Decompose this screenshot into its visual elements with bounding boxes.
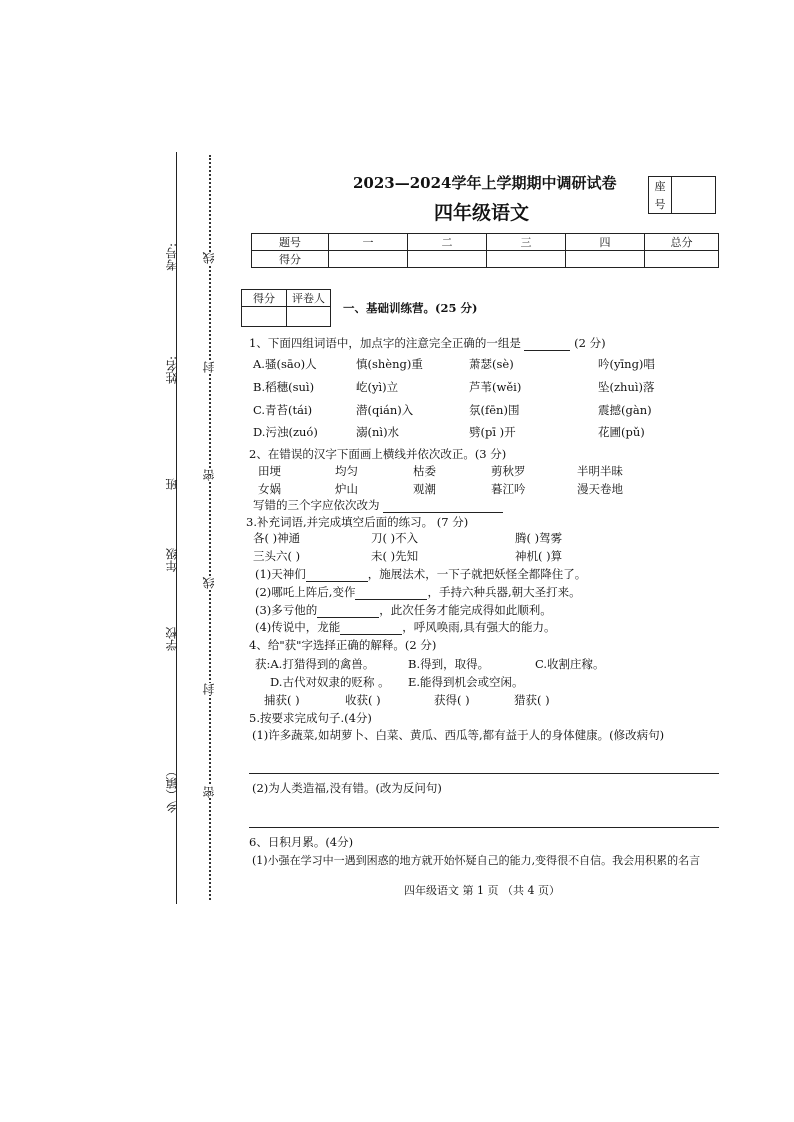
- seat-label-top: 座: [649, 177, 672, 196]
- q2-word-1: 田埂: [258, 464, 281, 478]
- q3-sentence-2: [255, 584, 581, 600]
- label-xingming: 姓名:: [165, 356, 179, 385]
- q4-opt-e: E.能得到机会或空闲。: [408, 675, 524, 689]
- score-cell-1[interactable]: [329, 251, 408, 268]
- q4-opt-a: 获:A.打猎得到的禽兽。: [255, 657, 375, 671]
- q3-s2-prefix: (2)哪吒上阵后,变作: [255, 585, 356, 599]
- seal-feng-2: 封: [202, 683, 216, 695]
- seat-number-box: [648, 176, 716, 214]
- score-cell-3[interactable]: [487, 251, 566, 268]
- grader-box-grader-label: 评卷人: [287, 290, 331, 307]
- q3-s1-prefix: (1)天神们: [255, 567, 306, 581]
- seal-xian-1: 线: [202, 252, 216, 264]
- seal-mi-2: 密: [202, 786, 216, 798]
- q1-stem-text: 1、下面四组词语中，加点字的注意完全正确的一组是: [249, 336, 521, 350]
- q2-word-6: 女娲: [258, 482, 281, 496]
- score-header-total: 总分: [645, 234, 719, 251]
- q1-stem: [249, 335, 606, 351]
- score-table-header-row: [252, 234, 719, 251]
- q1-c3: 氛(fēn)围: [469, 403, 520, 417]
- q6-stem: 6、日积月累。(4分): [249, 835, 354, 849]
- page-footer: 四年级语文 第 1 页 （共 4 页）: [404, 884, 560, 897]
- q2-word-8: 观潮: [413, 482, 436, 496]
- q6-sentence-1: (1)小强在学习中一遇到困惑的地方就开始怀疑自己的能力,变得很不自信。我会用积累的名言: [252, 854, 701, 867]
- q3-s2-suffix: ，手持六种兵器,朝大圣打来。: [427, 585, 581, 599]
- q3-s4-prefix: (4)传说中，龙能: [255, 620, 341, 634]
- section1-title: 一、基础训练营。(25 分): [343, 301, 478, 315]
- q2-word-3: 枯委: [413, 464, 436, 478]
- score-table: [251, 233, 719, 268]
- seat-number-cell[interactable]: [672, 177, 716, 214]
- score-header-2: 二: [408, 234, 487, 251]
- label-kaohao: 考号:: [165, 243, 179, 272]
- q4-stem: 4、给"获"字选择正确的解释。(2 分): [249, 638, 437, 652]
- subject-title: 四年级语文: [434, 202, 530, 224]
- q1-a3: 萧瑟(sè): [469, 357, 514, 371]
- q3-idiom-1: 各( )神通: [253, 531, 301, 545]
- q3-s3-prefix: (3)多亏他的: [255, 603, 318, 617]
- score-cell-2[interactable]: [408, 251, 487, 268]
- q1-a1: A.骚(sāo)人: [253, 357, 317, 371]
- score-header-4: 四: [566, 234, 645, 251]
- q3-s3-suffix: ，此次任务才能完成得如此顺利。: [379, 603, 552, 617]
- q1-c1: C.青苔(tái): [253, 403, 313, 417]
- score-row-label: 得分: [252, 251, 329, 268]
- label-nianji: 年级: [165, 548, 179, 572]
- label-xiang: 乡（镇）: [165, 765, 179, 813]
- q3-sentence-1: [255, 566, 586, 582]
- q3-sentence-3: [255, 602, 552, 618]
- q1-points: (2 分): [574, 336, 606, 350]
- q2-word-7: 炉山: [335, 482, 358, 496]
- q3-s2-blank[interactable]: [355, 587, 427, 600]
- label-xuexiao: 学校: [165, 627, 179, 651]
- score-cell-total[interactable]: [645, 251, 719, 268]
- q4-word-3: 获得( ): [434, 693, 470, 707]
- grader-box-score-label: 得分: [242, 290, 287, 307]
- score-header-1: 一: [329, 234, 408, 251]
- q2-answer-label: 写错的三个字应依次改为: [253, 498, 380, 512]
- q5-sentence-1: (1)许多蔬菜,如胡萝卜、白菜、黄瓜、西瓜等,都有益于人的身体健康。(修改病句): [252, 728, 665, 742]
- score-header-3: 三: [487, 234, 566, 251]
- q1-c4: 震撼(gàn): [598, 403, 652, 417]
- q3-idiom-2: 刀( )不入: [371, 531, 419, 545]
- q1-d4: 花圃(pǔ): [598, 425, 645, 439]
- q1-b4: 坠(zhuì)落: [598, 380, 655, 394]
- q3-stem: 3.补充词语,并完成填空后面的练习。 (7 分): [246, 515, 469, 529]
- q4-opt-b: B.得到，取得。: [408, 657, 490, 671]
- score-header-tihao: 题号: [252, 234, 329, 251]
- q3-s4-suffix: ，呼风唤雨,具有强大的能力。: [402, 620, 556, 634]
- q2-answer-blank[interactable]: [383, 500, 503, 513]
- grader-box-grader-cell[interactable]: [287, 307, 331, 327]
- score-cell-4[interactable]: [566, 251, 645, 268]
- q1-d3: 劈(pī )开: [469, 425, 516, 439]
- q3-idiom-5: 未( )先知: [371, 549, 419, 563]
- q1-a2: 慎(shèng)重: [356, 357, 423, 371]
- label-ban: 班: [165, 478, 179, 490]
- q2-answer: [253, 497, 503, 513]
- q1-b3: 芦苇(wěi): [469, 380, 522, 394]
- seal-feng-1: 封: [202, 361, 216, 373]
- q2-word-5: 半明半昧: [577, 464, 623, 478]
- score-table-score-row: [252, 251, 719, 268]
- q1-b1: B.稻穗(suì): [253, 380, 315, 394]
- q5-sentence-2: (2)为人类造福,没有错。(改为反问句): [252, 781, 442, 795]
- q3-idiom-4: 三头六( ): [253, 549, 301, 563]
- seal-xian-2: 线: [202, 577, 216, 589]
- exam-title: 2023—2024学年上学期期中调研试卷: [353, 174, 617, 192]
- q1-d2: 溺(nì)水: [356, 425, 400, 439]
- q4-word-1: 捕获( ): [264, 693, 300, 707]
- grader-box-score-cell[interactable]: [242, 307, 287, 327]
- q3-idiom-6: 神机( )算: [515, 549, 563, 563]
- q2-word-9: 暮江吟: [491, 482, 526, 496]
- section1-grader-box: [241, 289, 331, 327]
- q1-b2: 屹(yì)立: [356, 380, 399, 394]
- q3-sentence-4: [255, 619, 555, 635]
- q2-word-10: 漫天卷地: [577, 482, 623, 496]
- q1-answer-blank[interactable]: [524, 338, 570, 351]
- q3-s1-blank[interactable]: [306, 569, 368, 582]
- q4-word-4: 猎获( ): [514, 693, 550, 707]
- q3-s4-blank[interactable]: [340, 622, 402, 635]
- q2-word-4: 剪秋罗: [491, 464, 526, 478]
- q3-idiom-3: 腾( )驾雾: [515, 531, 563, 545]
- q1-a4: 吟(yīng)唱: [598, 357, 655, 371]
- q5-stem: 5.按要求完成句子.(4分): [249, 711, 372, 725]
- q1-d1: D.污浊(zuó): [253, 425, 318, 439]
- seal-mi-1: 密: [202, 469, 216, 481]
- seat-label-bottom: 号: [649, 195, 672, 214]
- q4-opt-c: C.收割庄稼。: [535, 657, 605, 671]
- q4-word-2: 收获( ): [345, 693, 381, 707]
- q5-answer-line-2[interactable]: [249, 827, 719, 828]
- q1-c2: 潜(qián)入: [356, 403, 414, 417]
- q4-opt-d: D.古代对奴隶的贬称 。: [270, 675, 390, 689]
- q2-stem: 2、在错误的汉字下面画上横线并依次改正。(3 分): [249, 447, 507, 461]
- q2-word-2: 均匀: [335, 464, 358, 478]
- q5-answer-line-1[interactable]: [249, 773, 719, 774]
- q3-s1-suffix: ，施展法术，一下子就把妖怪全都降住了。: [367, 567, 587, 581]
- q3-s3-blank[interactable]: [317, 605, 379, 618]
